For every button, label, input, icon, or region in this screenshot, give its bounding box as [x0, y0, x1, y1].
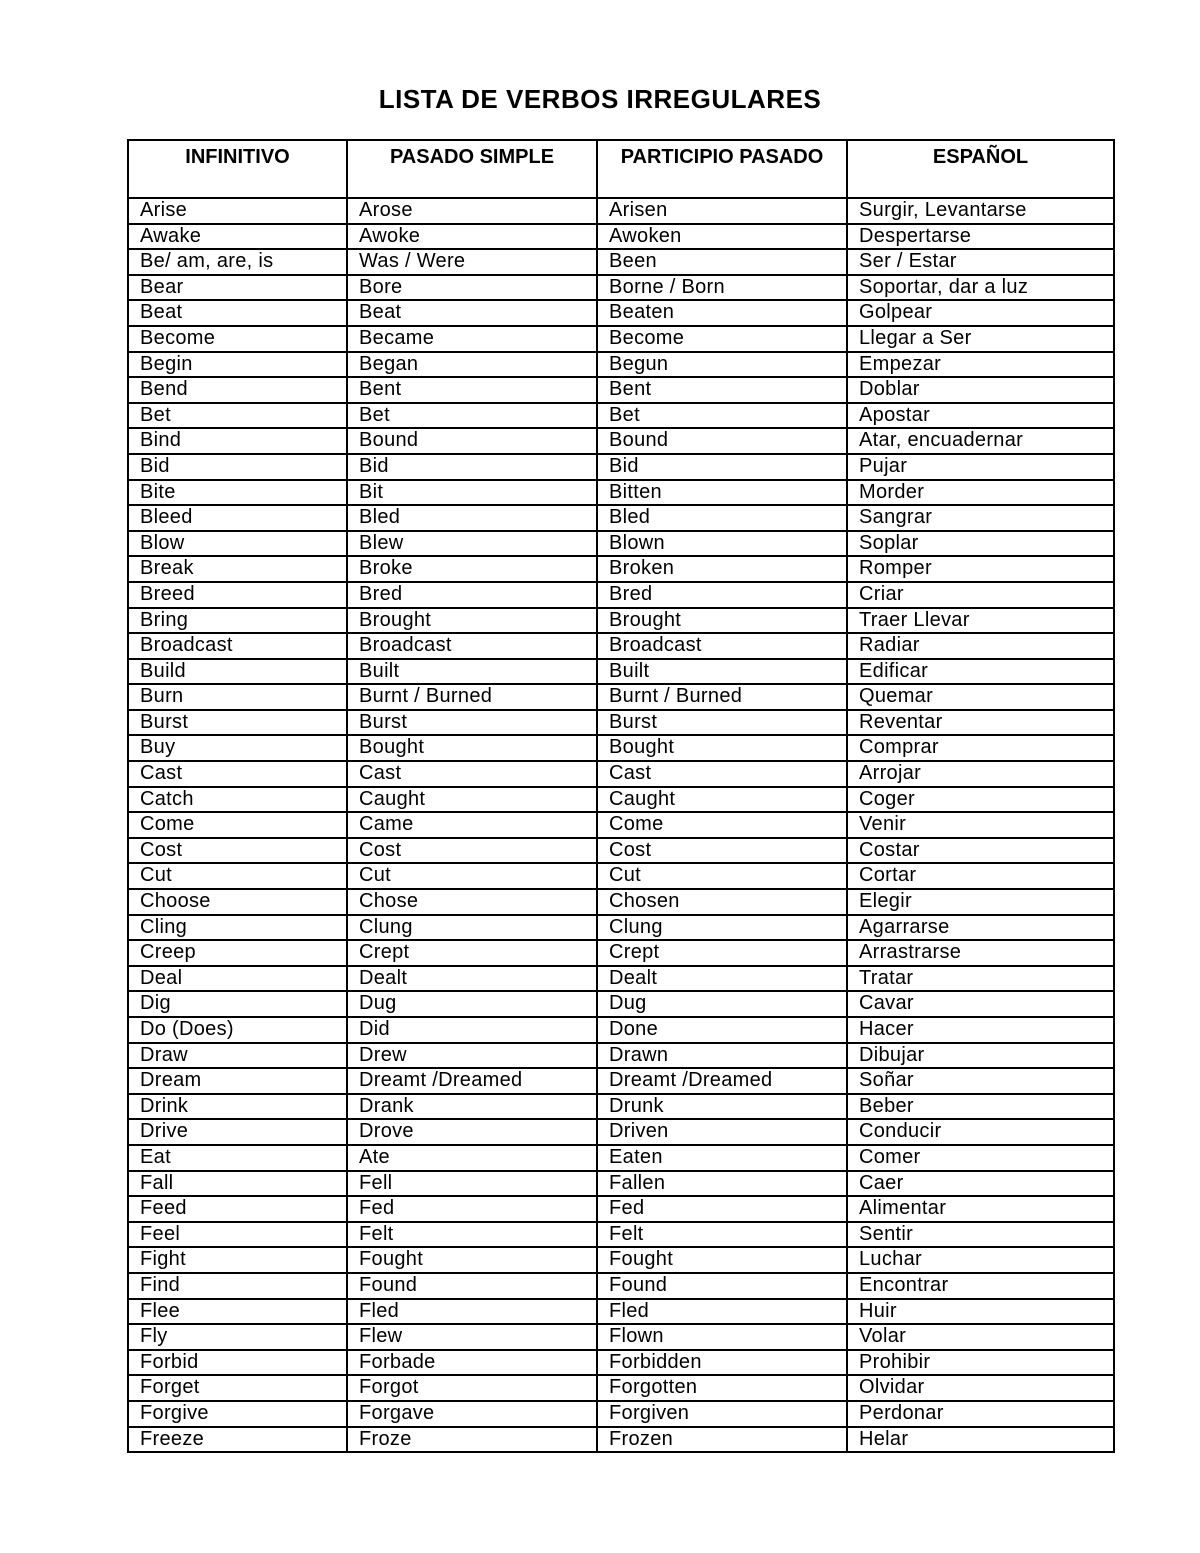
infinitivo-cell: Bid: [128, 454, 347, 480]
header-row: [128, 140, 1114, 198]
table-row: [128, 480, 1114, 506]
table-row: [128, 889, 1114, 915]
pasado-simple-cell: Cost: [347, 838, 597, 864]
participio-pasado-cell: Driven: [597, 1119, 847, 1145]
pasado-simple-cell: Forgave: [347, 1401, 597, 1427]
infinitivo-cell: Cast: [128, 761, 347, 787]
table-row: [128, 812, 1114, 838]
table-row: [128, 684, 1114, 710]
espanol-cell: Golpear: [847, 300, 1114, 326]
infinitivo-cell: Burst: [128, 710, 347, 736]
table-row: [128, 505, 1114, 531]
espanol-cell: Traer Llevar: [847, 608, 1114, 634]
espanol-cell: Coger: [847, 787, 1114, 813]
infinitivo-cell: Awake: [128, 224, 347, 250]
infinitivo-cell: Bend: [128, 377, 347, 403]
espanol-cell: Radiar: [847, 633, 1114, 659]
espanol-cell: Arrastrarse: [847, 940, 1114, 966]
espanol-cell: Comer: [847, 1145, 1114, 1171]
table-row: [128, 582, 1114, 608]
column-header-espanol: ESPAÑOL: [847, 140, 1114, 198]
pasado-simple-cell: Dealt: [347, 966, 597, 992]
table-body: [128, 198, 1114, 1452]
participio-pasado-cell: Become: [597, 326, 847, 352]
espanol-cell: Tratar: [847, 966, 1114, 992]
participio-pasado-cell: Built: [597, 659, 847, 685]
table-row: [128, 659, 1114, 685]
participio-pasado-cell: Bent: [597, 377, 847, 403]
pasado-simple-cell: Bent: [347, 377, 597, 403]
infinitivo-cell: Bring: [128, 608, 347, 634]
table-row: [128, 275, 1114, 301]
table-row: [128, 863, 1114, 889]
participio-pasado-cell: Frozen: [597, 1427, 847, 1453]
participio-pasado-cell: Eaten: [597, 1145, 847, 1171]
espanol-cell: Luchar: [847, 1247, 1114, 1273]
espanol-cell: Elegir: [847, 889, 1114, 915]
table-row: [128, 633, 1114, 659]
espanol-cell: Arrojar: [847, 761, 1114, 787]
pasado-simple-cell: Bound: [347, 428, 597, 454]
pasado-simple-cell: Built: [347, 659, 597, 685]
pasado-simple-cell: Bought: [347, 735, 597, 761]
pasado-simple-cell: Was / Were: [347, 249, 597, 275]
participio-pasado-cell: Bound: [597, 428, 847, 454]
participio-pasado-cell: Borne / Born: [597, 275, 847, 301]
table-row: [128, 940, 1114, 966]
participio-pasado-cell: Beaten: [597, 300, 847, 326]
table-row: [128, 428, 1114, 454]
participio-pasado-cell: Fallen: [597, 1171, 847, 1197]
participio-pasado-cell: Forgiven: [597, 1401, 847, 1427]
participio-pasado-cell: Bred: [597, 582, 847, 608]
participio-pasado-cell: Dealt: [597, 966, 847, 992]
infinitivo-cell: Feel: [128, 1222, 347, 1248]
table-row: [128, 1247, 1114, 1273]
espanol-cell: Encontrar: [847, 1273, 1114, 1299]
infinitivo-cell: Catch: [128, 787, 347, 813]
espanol-cell: Sangrar: [847, 505, 1114, 531]
table-row: [128, 735, 1114, 761]
espanol-cell: Ser / Estar: [847, 249, 1114, 275]
pasado-simple-cell: Fled: [347, 1299, 597, 1325]
column-header-participio-pasado: PARTICIPIO PASADO: [597, 140, 847, 198]
infinitivo-cell: Arise: [128, 198, 347, 224]
pasado-simple-cell: Ate: [347, 1145, 597, 1171]
pasado-simple-cell: Beat: [347, 300, 597, 326]
table-row: [128, 1017, 1114, 1043]
infinitivo-cell: Broadcast: [128, 633, 347, 659]
participio-pasado-cell: Forgotten: [597, 1375, 847, 1401]
infinitivo-cell: Fight: [128, 1247, 347, 1273]
infinitivo-cell: Burn: [128, 684, 347, 710]
irregular-verbs-table: [127, 139, 1115, 1453]
pasado-simple-cell: Fell: [347, 1171, 597, 1197]
infinitivo-cell: Creep: [128, 940, 347, 966]
participio-pasado-cell: Burst: [597, 710, 847, 736]
table-row: [128, 403, 1114, 429]
table-row: [128, 224, 1114, 250]
participio-pasado-cell: Bitten: [597, 480, 847, 506]
infinitivo-cell: Flee: [128, 1299, 347, 1325]
table-row: [128, 1068, 1114, 1094]
espanol-cell: Sentir: [847, 1222, 1114, 1248]
espanol-cell: Quemar: [847, 684, 1114, 710]
espanol-cell: Criar: [847, 582, 1114, 608]
table-row: [128, 1043, 1114, 1069]
table-row: [128, 787, 1114, 813]
pasado-simple-cell: Broadcast: [347, 633, 597, 659]
infinitivo-cell: Fall: [128, 1171, 347, 1197]
pasado-simple-cell: Fed: [347, 1196, 597, 1222]
participio-pasado-cell: Fed: [597, 1196, 847, 1222]
table-row: [128, 326, 1114, 352]
participio-pasado-cell: Drawn: [597, 1043, 847, 1069]
participio-pasado-cell: Dug: [597, 991, 847, 1017]
espanol-cell: Doblar: [847, 377, 1114, 403]
participio-pasado-cell: Broken: [597, 556, 847, 582]
table-row: [128, 966, 1114, 992]
espanol-cell: Comprar: [847, 735, 1114, 761]
participio-pasado-cell: Crept: [597, 940, 847, 966]
table-row: [128, 1094, 1114, 1120]
table-row: [128, 556, 1114, 582]
table-row: [128, 608, 1114, 634]
espanol-cell: Llegar a Ser: [847, 326, 1114, 352]
table-row: [128, 198, 1114, 224]
participio-pasado-cell: Cut: [597, 863, 847, 889]
table-row: [128, 1350, 1114, 1376]
table-row: [128, 1427, 1114, 1453]
espanol-cell: Romper: [847, 556, 1114, 582]
table-row: [128, 454, 1114, 480]
pasado-simple-cell: Drove: [347, 1119, 597, 1145]
pasado-simple-cell: Burst: [347, 710, 597, 736]
participio-pasado-cell: Caught: [597, 787, 847, 813]
table-row: [128, 1324, 1114, 1350]
table-row: [128, 377, 1114, 403]
espanol-cell: Apostar: [847, 403, 1114, 429]
espanol-cell: Beber: [847, 1094, 1114, 1120]
infinitivo-cell: Forbid: [128, 1350, 347, 1376]
espanol-cell: Olvidar: [847, 1375, 1114, 1401]
table-row: [128, 1375, 1114, 1401]
participio-pasado-cell: Begun: [597, 352, 847, 378]
pasado-simple-cell: Brought: [347, 608, 597, 634]
participio-pasado-cell: Bet: [597, 403, 847, 429]
espanol-cell: Volar: [847, 1324, 1114, 1350]
espanol-cell: Dibujar: [847, 1043, 1114, 1069]
pasado-simple-cell: Bid: [347, 454, 597, 480]
espanol-cell: Perdonar: [847, 1401, 1114, 1427]
pasado-simple-cell: Came: [347, 812, 597, 838]
column-header-pasado-simple: PASADO SIMPLE: [347, 140, 597, 198]
table-row: [128, 300, 1114, 326]
espanol-cell: Surgir, Levantarse: [847, 198, 1114, 224]
espanol-cell: Soplar: [847, 531, 1114, 557]
pasado-simple-cell: Bit: [347, 480, 597, 506]
pasado-simple-cell: Bred: [347, 582, 597, 608]
pasado-simple-cell: Arose: [347, 198, 597, 224]
infinitivo-cell: Fly: [128, 1324, 347, 1350]
espanol-cell: Cavar: [847, 991, 1114, 1017]
infinitivo-cell: Break: [128, 556, 347, 582]
pasado-simple-cell: Chose: [347, 889, 597, 915]
infinitivo-cell: Bear: [128, 275, 347, 301]
pasado-simple-cell: Did: [347, 1017, 597, 1043]
espanol-cell: Helar: [847, 1427, 1114, 1453]
page-title: LISTA DE VERBOS IRREGULARES: [378, 84, 822, 114]
infinitivo-cell: Drive: [128, 1119, 347, 1145]
pasado-simple-cell: Dreamt /Dreamed: [347, 1068, 597, 1094]
infinitivo-cell: Dig: [128, 991, 347, 1017]
table-row: [128, 991, 1114, 1017]
participio-pasado-cell: Felt: [597, 1222, 847, 1248]
participio-pasado-cell: Found: [597, 1273, 847, 1299]
pasado-simple-cell: Bore: [347, 275, 597, 301]
table-row: [128, 249, 1114, 275]
infinitivo-cell: Eat: [128, 1145, 347, 1171]
espanol-cell: Reventar: [847, 710, 1114, 736]
participio-pasado-cell: Awoken: [597, 224, 847, 250]
participio-pasado-cell: Blown: [597, 531, 847, 557]
participio-pasado-cell: Brought: [597, 608, 847, 634]
pasado-simple-cell: Cut: [347, 863, 597, 889]
participio-pasado-cell: Cost: [597, 838, 847, 864]
infinitivo-cell: Buy: [128, 735, 347, 761]
table-row: [128, 1145, 1114, 1171]
pasado-simple-cell: Drank: [347, 1094, 597, 1120]
espanol-cell: Pujar: [847, 454, 1114, 480]
participio-pasado-cell: Bought: [597, 735, 847, 761]
table-row: [128, 352, 1114, 378]
infinitivo-cell: Choose: [128, 889, 347, 915]
infinitivo-cell: Cost: [128, 838, 347, 864]
infinitivo-cell: Beat: [128, 300, 347, 326]
pasado-simple-cell: Froze: [347, 1427, 597, 1453]
participio-pasado-cell: Bled: [597, 505, 847, 531]
pasado-simple-cell: Forgot: [347, 1375, 597, 1401]
pasado-simple-cell: Felt: [347, 1222, 597, 1248]
participio-pasado-cell: Forbidden: [597, 1350, 847, 1376]
participio-pasado-cell: Arisen: [597, 198, 847, 224]
infinitivo-cell: Blow: [128, 531, 347, 557]
table-row: [128, 1401, 1114, 1427]
espanol-cell: Hacer: [847, 1017, 1114, 1043]
participio-pasado-cell: Chosen: [597, 889, 847, 915]
infinitivo-cell: Freeze: [128, 1427, 347, 1453]
espanol-cell: Alimentar: [847, 1196, 1114, 1222]
infinitivo-cell: Bite: [128, 480, 347, 506]
participio-pasado-cell: Burnt / Burned: [597, 684, 847, 710]
pasado-simple-cell: Flew: [347, 1324, 597, 1350]
infinitivo-cell: Be/ am, are, is: [128, 249, 347, 275]
infinitivo-cell: Find: [128, 1273, 347, 1299]
table-row: [128, 838, 1114, 864]
infinitivo-cell: Become: [128, 326, 347, 352]
participio-pasado-cell: Bid: [597, 454, 847, 480]
pasado-simple-cell: Clung: [347, 915, 597, 941]
participio-pasado-cell: Drunk: [597, 1094, 847, 1120]
infinitivo-cell: Bet: [128, 403, 347, 429]
infinitivo-cell: Do (Does): [128, 1017, 347, 1043]
participio-pasado-cell: Dreamt /Dreamed: [597, 1068, 847, 1094]
table-row: [128, 1119, 1114, 1145]
participio-pasado-cell: Broadcast: [597, 633, 847, 659]
infinitivo-cell: Cut: [128, 863, 347, 889]
espanol-cell: Atar, encuadernar: [847, 428, 1114, 454]
infinitivo-cell: Deal: [128, 966, 347, 992]
table-row: [128, 531, 1114, 557]
table-row: [128, 761, 1114, 787]
participio-pasado-cell: Flown: [597, 1324, 847, 1350]
pasado-simple-cell: Broke: [347, 556, 597, 582]
table-row: [128, 1222, 1114, 1248]
espanol-cell: Cortar: [847, 863, 1114, 889]
infinitivo-cell: Drink: [128, 1094, 347, 1120]
espanol-cell: Soñar: [847, 1068, 1114, 1094]
pasado-simple-cell: Caught: [347, 787, 597, 813]
infinitivo-cell: Forgive: [128, 1401, 347, 1427]
pasado-simple-cell: Dug: [347, 991, 597, 1017]
espanol-cell: Soportar, dar a luz: [847, 275, 1114, 301]
pasado-simple-cell: Found: [347, 1273, 597, 1299]
espanol-cell: Agarrarse: [847, 915, 1114, 941]
infinitivo-cell: Breed: [128, 582, 347, 608]
column-header-infinitivo: INFINITIVO: [128, 140, 347, 198]
infinitivo-cell: Feed: [128, 1196, 347, 1222]
infinitivo-cell: Cling: [128, 915, 347, 941]
pasado-simple-cell: Bet: [347, 403, 597, 429]
pasado-simple-cell: Bled: [347, 505, 597, 531]
table-row: [128, 915, 1114, 941]
participio-pasado-cell: Cast: [597, 761, 847, 787]
pasado-simple-cell: Forbade: [347, 1350, 597, 1376]
table-row: [128, 710, 1114, 736]
table-row: [128, 1171, 1114, 1197]
table-row: [128, 1196, 1114, 1222]
pasado-simple-cell: Began: [347, 352, 597, 378]
espanol-cell: Huir: [847, 1299, 1114, 1325]
infinitivo-cell: Dream: [128, 1068, 347, 1094]
infinitivo-cell: Draw: [128, 1043, 347, 1069]
pasado-simple-cell: Fought: [347, 1247, 597, 1273]
espanol-cell: Morder: [847, 480, 1114, 506]
espanol-cell: Empezar: [847, 352, 1114, 378]
table-row: [128, 1299, 1114, 1325]
infinitivo-cell: Come: [128, 812, 347, 838]
espanol-cell: Venir: [847, 812, 1114, 838]
participio-pasado-cell: Clung: [597, 915, 847, 941]
pasado-simple-cell: Drew: [347, 1043, 597, 1069]
pasado-simple-cell: Became: [347, 326, 597, 352]
participio-pasado-cell: Fled: [597, 1299, 847, 1325]
pasado-simple-cell: Crept: [347, 940, 597, 966]
espanol-cell: Caer: [847, 1171, 1114, 1197]
espanol-cell: Conducir: [847, 1119, 1114, 1145]
pasado-simple-cell: Awoke: [347, 224, 597, 250]
infinitivo-cell: Build: [128, 659, 347, 685]
infinitivo-cell: Bind: [128, 428, 347, 454]
espanol-cell: Costar: [847, 838, 1114, 864]
pasado-simple-cell: Cast: [347, 761, 597, 787]
infinitivo-cell: Bleed: [128, 505, 347, 531]
pasado-simple-cell: Blew: [347, 531, 597, 557]
participio-pasado-cell: Been: [597, 249, 847, 275]
espanol-cell: Despertarse: [847, 224, 1114, 250]
espanol-cell: Prohibir: [847, 1350, 1114, 1376]
participio-pasado-cell: Done: [597, 1017, 847, 1043]
pasado-simple-cell: Burnt / Burned: [347, 684, 597, 710]
infinitivo-cell: Begin: [128, 352, 347, 378]
participio-pasado-cell: Come: [597, 812, 847, 838]
table-row: [128, 1273, 1114, 1299]
espanol-cell: Edificar: [847, 659, 1114, 685]
infinitivo-cell: Forget: [128, 1375, 347, 1401]
participio-pasado-cell: Fought: [597, 1247, 847, 1273]
